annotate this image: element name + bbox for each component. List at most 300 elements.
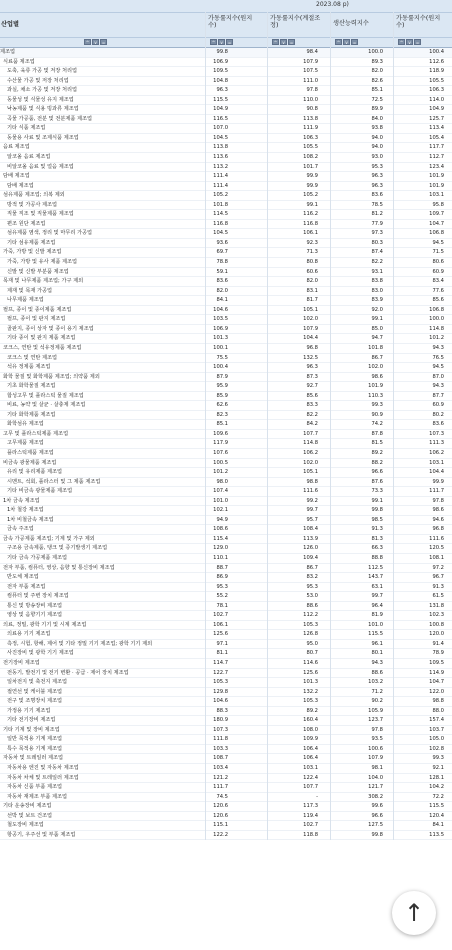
cell-col-0: 83.6: [216, 278, 228, 285]
table-row: [0, 669, 452, 679]
cell-col-3: 94.3: [432, 344, 444, 351]
table-row: [0, 86, 452, 96]
cell-col-1: 112.2: [303, 612, 318, 619]
cell-col-1: 99.2: [306, 497, 318, 504]
industry-name: 측정, 시험, 항해, 제어 및 기타 정밀 기기 제조업; 광학 기기 제외: [7, 640, 153, 647]
table-row: [0, 134, 452, 144]
table-row: [0, 163, 452, 173]
cell-col-3: 114.8: [429, 325, 444, 332]
cell-col-3: 99.9: [432, 478, 444, 485]
cell-col-1: 83.2: [306, 574, 318, 581]
cell-col-0: 93.6: [216, 239, 228, 246]
cell-col-1: 111.9: [303, 125, 318, 132]
table-row: [0, 583, 452, 593]
cell-col-3: 105.0: [429, 736, 444, 743]
cell-col-2: 92.0: [371, 306, 383, 313]
cell-col-3: 72.2: [432, 793, 444, 800]
cell-col-3: 91.3: [432, 583, 444, 590]
industry-name: 석유 정제품 제조업: [7, 364, 51, 371]
industry-name: 1차 철강 제조업: [7, 507, 44, 514]
cell-col-1: 71.3: [306, 249, 318, 256]
cell-col-0: 111.8: [213, 736, 228, 743]
table-row: [0, 96, 452, 106]
cell-col-1: 107.7: [303, 784, 318, 791]
cell-col-2: 63.1: [371, 583, 383, 590]
cell-col-2: 83.9: [371, 297, 383, 304]
table-row: [0, 802, 452, 812]
cell-col-0: 104.8: [213, 77, 228, 84]
cell-col-2: 82.6: [371, 77, 383, 84]
industry-name: 신발 및 신발 부분품 제조업: [7, 268, 69, 275]
cell-col-3: 106.3: [429, 87, 444, 94]
cell-col-3: 100.8: [429, 621, 444, 628]
industry-name: 비알코올 음료 및 얼음 제조업: [7, 163, 74, 170]
cell-col-0: 113.6: [213, 154, 228, 161]
table-row: [0, 659, 452, 669]
cell-col-2: 86.7: [371, 354, 383, 361]
cell-col-3: 101.2: [429, 335, 444, 342]
cell-col-0: 115.4: [213, 535, 228, 542]
cell-col-2: 123.7: [368, 717, 383, 724]
column-header-2: 생산능력지수: [333, 20, 369, 27]
cell-col-1: 101.3: [303, 679, 318, 686]
cell-col-1: 109.9: [303, 736, 318, 743]
cell-col-1: 107.9: [303, 325, 318, 332]
cell-col-3: 87.0: [432, 373, 444, 380]
cell-col-0: 55.2: [216, 593, 228, 600]
industry-name: 1차 금속 제조업: [3, 497, 40, 504]
sort-asc-button[interactable]: ^: [399, 40, 404, 45]
cell-col-2: 81.9: [371, 612, 383, 619]
cell-col-1: 98.8: [306, 478, 318, 485]
cell-col-3: 92.1: [432, 765, 444, 772]
table-body: [0, 48, 452, 840]
cell-col-0: 101.2: [213, 469, 228, 476]
table-row: [0, 143, 452, 153]
cell-col-1: 117.3: [303, 803, 318, 810]
table-row: [0, 783, 452, 793]
cell-col-1: 103.1: [303, 765, 318, 772]
cell-col-0: 100.4: [213, 364, 228, 371]
cell-col-0: 100.5: [213, 459, 228, 466]
cell-col-1: 92.3: [306, 239, 318, 246]
table-row: [0, 506, 452, 516]
sort-asc-button[interactable]: ^: [273, 40, 278, 45]
industry-name: 자동차 및 트레일러 제조업: [3, 755, 64, 762]
cell-col-3: 88.0: [432, 707, 444, 714]
cell-col-2: 94.7: [371, 335, 383, 342]
cell-col-1: 95.0: [306, 640, 318, 647]
cell-col-1: 108.0: [303, 726, 318, 733]
cell-col-0: 121.2: [213, 774, 228, 781]
cell-col-1: 132.2: [303, 688, 318, 695]
industry-name: 곡물 가공품, 전분 및 전분제품 제조업: [7, 115, 93, 122]
cell-col-2: 93.8: [371, 125, 383, 132]
industry-name: 전자 부품 제조업: [7, 583, 46, 590]
cell-col-1: 126.8: [303, 631, 318, 638]
industry-name: 전기장비 제조업: [3, 660, 40, 666]
cell-col-2: 99.8: [371, 507, 383, 514]
cell-col-3: 103.1: [429, 192, 444, 199]
industry-name: 사진장비 및 광학 기기 제조업: [7, 650, 74, 657]
industry-name: 영상 및 음향기기 제조업: [7, 612, 63, 619]
industry-name: 고무제품 제조업: [7, 440, 44, 447]
cell-col-1: 102.7: [303, 822, 318, 829]
table-row: [0, 258, 452, 268]
cell-col-1: 99.7: [306, 507, 318, 514]
industry-name: 가죽, 가방 및 신발 제조업: [3, 249, 62, 256]
sort-asc-button[interactable]: ^: [211, 40, 216, 45]
cell-col-2: 143.7: [368, 574, 383, 581]
table-row: [0, 621, 452, 631]
cell-col-2: 99.1: [371, 316, 383, 323]
table-row: [0, 325, 452, 335]
cell-col-3: 114.0: [429, 96, 444, 103]
cell-col-1: 84.2: [306, 421, 318, 428]
industry-name: 플라스틱제품 제조업: [7, 449, 54, 456]
cell-col-0: 104.6: [213, 306, 228, 313]
cell-col-1: 114.8: [303, 440, 318, 447]
cell-col-3: 113.4: [429, 125, 444, 132]
industry-name: 수산물 가공 및 저장 처리업: [7, 77, 69, 84]
table-row: [0, 754, 452, 764]
table-row: [0, 468, 452, 478]
table-row: [0, 373, 452, 383]
cell-col-2: 100.6: [368, 745, 383, 752]
cell-col-1: 113.8: [303, 115, 318, 122]
cell-col-3: 98.6: [432, 507, 444, 514]
industry-name: 유리 및 유리제품 제조업: [7, 469, 63, 476]
scroll-to-top-button[interactable]: [392, 891, 436, 935]
table-row: [0, 697, 452, 707]
table-row: [0, 430, 452, 440]
cell-col-3: 94.5: [432, 364, 444, 371]
cell-col-3: 106.8: [429, 306, 444, 313]
industry-name: 전구 및 조명장치 제조업: [7, 698, 63, 705]
cell-col-1: 89.2: [306, 707, 318, 714]
cell-col-1: 109.4: [303, 554, 318, 561]
cell-col-3: 104.4: [429, 469, 444, 476]
cell-col-2: 91.3: [371, 526, 383, 533]
cell-col-3: 113.5: [429, 831, 444, 838]
filter-button[interactable]: =: [415, 40, 420, 45]
cell-col-1: 83.3: [306, 402, 318, 409]
table-row: [0, 354, 452, 364]
industry-name: 골판지, 종이 상자 및 종이 용기 제조업: [7, 325, 94, 332]
cell-col-2: 93.5: [371, 736, 383, 743]
column-header-3: 가동률지수(원지수): [396, 15, 441, 29]
filter-button[interactable]: =: [227, 40, 232, 45]
cell-col-2: 66.3: [371, 545, 383, 552]
table-row: [0, 707, 452, 717]
cell-col-1: 106.4: [303, 755, 318, 762]
industry-name: 의료, 정밀, 광학 기기 및 시계 제조업: [3, 621, 87, 628]
cell-col-1: 106.4: [303, 745, 318, 752]
cell-col-1: 114.6: [303, 660, 318, 666]
table-row: [0, 525, 452, 535]
cell-col-1: 107.5: [303, 68, 318, 75]
cell-col-0: 114.5: [213, 211, 228, 218]
cell-col-2: 94.3: [371, 660, 383, 666]
cell-col-0: 180.9: [213, 717, 228, 724]
table-row: [0, 115, 452, 125]
cell-col-1: 105.3: [303, 698, 318, 705]
cell-col-3: 94.6: [432, 516, 444, 523]
cell-col-1: 160.4: [303, 717, 318, 724]
industry-name: 비료, 농약 및 살균 · 살충제 제조업: [7, 402, 86, 409]
table-row: [0, 764, 452, 774]
cell-col-1: 87.3: [306, 373, 318, 380]
cell-col-3: 117.7: [429, 144, 444, 151]
industry-name: 동물성 및 식물성 유지 제조업: [7, 96, 74, 103]
table-row: [0, 439, 452, 449]
table-row: [0, 554, 452, 564]
cell-col-2: 110.3: [368, 392, 383, 399]
cell-col-1: 116.8: [303, 220, 318, 227]
cell-col-1: 95.3: [306, 583, 318, 590]
cell-col-0: 129.8: [213, 688, 228, 695]
cell-col-1: 126.0: [303, 545, 318, 552]
cell-col-1: 82.0: [306, 278, 318, 285]
industry-name: 금속 가공제품 제조업; 기계 및 가구 제외: [3, 535, 95, 542]
industry-name: 음료 제조업: [3, 144, 30, 151]
cell-col-3: 102.8: [429, 745, 444, 752]
cell-col-3: 85.6: [432, 297, 444, 304]
cell-col-2: 98.6: [371, 373, 383, 380]
cell-col-3: 114.9: [429, 669, 444, 676]
cell-col-2: 103.2: [368, 679, 383, 686]
cell-col-1: 102.0: [303, 459, 318, 466]
cell-col-3: 100.0: [429, 316, 444, 323]
cell-col-1: 125.6: [303, 669, 318, 676]
cell-col-0: 78.1: [216, 602, 228, 609]
industry-name: 기타 비금속 광물제품 제조업: [7, 488, 73, 495]
industry-name: 낙농제품 및 식용 빙과류 제조업: [7, 106, 79, 113]
cell-col-0: 85.9: [216, 392, 228, 399]
industry-name: 반도체 제조업: [7, 574, 39, 581]
cell-col-3: 111.3: [429, 440, 444, 447]
table-row: [0, 688, 452, 698]
arrow-up-icon: ↑: [403, 899, 425, 927]
cell-col-2: 88.8: [371, 554, 383, 561]
cell-col-1: 99.9: [306, 182, 318, 189]
cell-col-0: 104.5: [213, 134, 228, 141]
industry-name: 섬유제품 염색, 정리 및 마무리 가공업: [7, 230, 93, 237]
table-row: [0, 392, 452, 402]
table-row: [0, 287, 452, 297]
table-row: [0, 774, 452, 784]
cell-col-1: 80.8: [306, 259, 318, 266]
table-row: [0, 401, 452, 411]
cell-col-3: 104.7: [429, 679, 444, 686]
cell-col-1: 104.4: [303, 335, 318, 342]
cell-col-0: 106.9: [213, 325, 228, 332]
cell-col-2: 112.5: [368, 564, 383, 571]
filter-button[interactable]: =: [352, 40, 357, 45]
industry-name: 기타 식품 제조업: [7, 125, 46, 132]
cell-col-0: 114.7: [213, 660, 228, 666]
cell-col-3: 111.7: [429, 488, 444, 495]
cell-col-0: 88.3: [216, 707, 228, 714]
cell-col-0: 84.1: [216, 297, 228, 304]
cell-col-1: 118.8: [303, 831, 318, 838]
cell-col-2: 96.4: [371, 602, 383, 609]
cell-col-0: 113.8: [213, 144, 228, 151]
cell-col-2: 87.6: [371, 478, 383, 485]
cell-col-1: 106.1: [303, 230, 318, 237]
sort-asc-button[interactable]: ^: [85, 40, 90, 45]
industry-name: 자동차 재제조 부품 제조업: [7, 793, 68, 800]
industry-name: 항공기, 우주선 및 부품 제조업: [7, 831, 76, 838]
cell-col-2: 93.0: [371, 154, 383, 161]
cell-col-1: 116.2: [303, 211, 318, 218]
table-row: [0, 153, 452, 163]
industry-name: 기타 섬유제품 제조업: [7, 239, 56, 246]
table-row: [0, 191, 452, 201]
cell-col-3: 94.3: [432, 383, 444, 390]
cell-col-2: 89.9: [371, 106, 383, 113]
table-row: [0, 239, 452, 249]
industry-name: 고무 및 플라스틱제품 제조업: [3, 430, 69, 437]
table-row: [0, 573, 452, 583]
sort-desc-button[interactable]: v: [406, 39, 413, 45]
cell-col-3: 105.4: [429, 134, 444, 141]
cell-col-2: 94.0: [371, 144, 383, 151]
table-row: [0, 649, 452, 659]
cell-col-2: 102.0: [368, 364, 383, 371]
cell-col-0: 99.8: [216, 49, 228, 55]
table-row: [0, 77, 452, 87]
industry-column-header: 산업별: [1, 21, 19, 28]
cell-col-2: 121.7: [368, 784, 383, 791]
column-header-0: 가동률지수(원지수): [208, 15, 253, 29]
table-row: [0, 296, 452, 306]
cell-col-3: 60.9: [432, 268, 444, 275]
industry-name: 펄프, 종이 및 판지 제조업: [7, 316, 66, 323]
industry-name: 코크스 및 연탄 제조업: [7, 354, 58, 361]
table-row: [0, 420, 452, 430]
filter-button[interactable]: =: [289, 40, 294, 45]
industry-name: 직물 직조 및 직물제품 제조업: [7, 211, 74, 218]
table-row: [0, 478, 452, 488]
cell-col-0: 115.1: [213, 822, 228, 829]
cell-col-0: 105.2: [213, 192, 228, 199]
industry-name: 전동기, 발전기 및 전기 변환 · 공급 · 제어 장치 제조업: [7, 669, 129, 676]
cell-col-1: 80.7: [306, 650, 318, 657]
cell-col-3: 157.4: [429, 717, 444, 724]
filter-row: [0, 38, 452, 48]
cell-col-0: 120.6: [213, 803, 228, 810]
filter-button[interactable]: =: [101, 40, 106, 45]
cell-col-0: 94.9: [216, 516, 228, 523]
table-row: [0, 487, 452, 497]
cell-col-0: 62.6: [216, 402, 228, 409]
cell-col-0: 122.2: [213, 831, 228, 838]
cell-col-2: 88.6: [371, 669, 383, 676]
filter-group-col-2: [335, 39, 358, 45]
industry-name: 화학섬유 제조업: [7, 421, 44, 428]
cell-col-0: 117.9: [213, 440, 228, 447]
cell-col-3: 83.6: [432, 421, 444, 428]
sort-desc-button[interactable]: v: [92, 39, 99, 45]
cell-col-3: 108.1: [429, 554, 444, 561]
cell-col-1: 106.3: [303, 134, 318, 141]
table-row: [0, 611, 452, 621]
industry-name: 비금속 광물제품 제조업: [3, 459, 57, 466]
cell-col-0: 108.6: [213, 526, 228, 533]
cell-col-0: 106.9: [213, 58, 228, 65]
sort-desc-button[interactable]: v: [343, 39, 350, 45]
table-row: [0, 726, 452, 736]
table-row: [0, 564, 452, 574]
cell-col-2: 73.3: [371, 488, 383, 495]
cell-col-2: 94.0: [371, 134, 383, 141]
cell-col-0: 87.9: [216, 373, 228, 380]
table-row: [0, 793, 452, 803]
cell-col-3: 120.0: [429, 631, 444, 638]
sort-desc-button[interactable]: v: [280, 39, 287, 45]
cell-col-0: 111.7: [213, 784, 228, 791]
cell-col-1: 108.4: [303, 526, 318, 533]
cell-col-0: 107.6: [213, 449, 228, 456]
cell-col-2: 105.9: [368, 707, 383, 714]
industry-name: 기타 화학제품 제조업: [7, 411, 56, 418]
column-header-row: [0, 13, 452, 38]
cell-col-1: 97.8: [306, 87, 318, 94]
cell-col-2: 87.8: [371, 430, 383, 437]
cell-col-3: 104.2: [429, 784, 444, 791]
cell-col-1: 132.5: [303, 354, 318, 361]
industry-name: 합성고무 및 플라스틱 물질 제조업: [7, 392, 84, 399]
cell-col-1: 53.0: [306, 593, 318, 600]
cell-col-3: 87.7: [432, 392, 444, 399]
cell-col-0: 101.0: [213, 497, 228, 504]
cell-col-3: 76.5: [432, 354, 444, 361]
industry-name: 과실, 채소 가공 및 저장 처리업: [7, 87, 78, 94]
cell-col-0: 96.3: [216, 87, 228, 94]
cell-col-1: 105.1: [303, 306, 318, 313]
cell-col-3: 98.8: [432, 698, 444, 705]
cell-col-3: 106.2: [429, 449, 444, 456]
table-row: [0, 640, 452, 650]
industry-name: 화학 물질 및 화학제품 제조업; 의약품 제외: [3, 373, 100, 380]
sort-desc-button[interactable]: v: [218, 39, 225, 45]
cell-col-2: 83.8: [371, 278, 383, 285]
cell-col-2: 98.5: [371, 516, 383, 523]
cell-col-3: 109.5: [429, 660, 444, 666]
cell-col-2: 80.1: [371, 650, 383, 657]
cell-col-2: 96.3: [371, 173, 383, 180]
sort-asc-button[interactable]: ^: [336, 40, 341, 45]
cell-col-3: 131.8: [429, 602, 444, 609]
industry-name: 목재 및 나무제품 제조업; 가구 제외: [3, 278, 84, 285]
table-row: [0, 382, 452, 392]
cell-col-3: 80.6: [432, 259, 444, 266]
cell-col-2: 308.2: [368, 793, 383, 800]
table-row: [0, 229, 452, 239]
table-row: [0, 516, 452, 526]
cell-col-0: 98.0: [216, 478, 228, 485]
cell-col-0: 88.7: [216, 564, 228, 571]
table-row: [0, 716, 452, 726]
industry-name: 1차 비철금속 제조업: [7, 516, 54, 523]
cell-col-0: 101.3: [213, 335, 228, 342]
cell-col-3: 103.1: [429, 459, 444, 466]
cell-col-1: -: [316, 793, 318, 800]
cell-col-2: 81.3: [371, 535, 383, 542]
cell-col-2: 95.3: [371, 163, 383, 170]
cell-col-0: 69.7: [216, 249, 228, 256]
